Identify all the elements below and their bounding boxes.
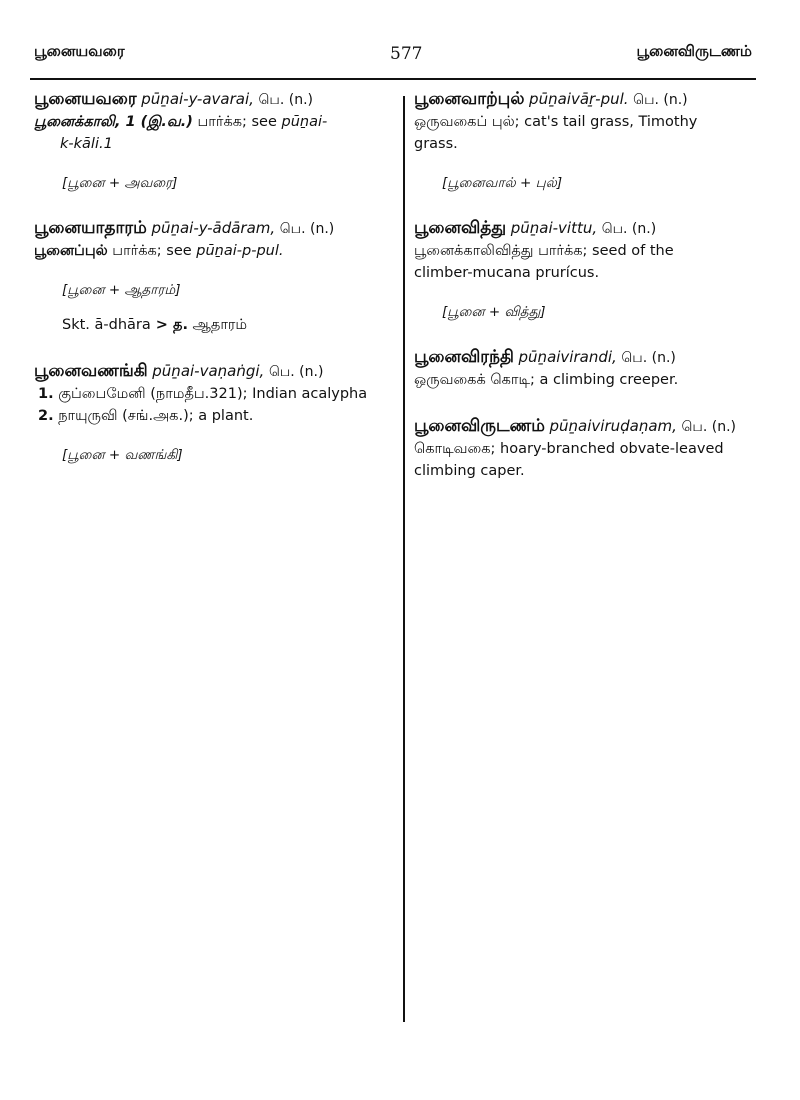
definition-line — [34, 133, 394, 155]
headword: பூனைவணங்கி — [34, 361, 148, 381]
etymology: [பூனை + வித்து] — [442, 304, 546, 320]
transliteration: pūṉaivirandi, — [518, 348, 617, 366]
page-number: 577 — [390, 44, 423, 64]
part-of-speech: பெ. (n.) — [279, 221, 335, 237]
cross-ref-tamil: பூனைப்புல் — [34, 243, 108, 259]
transliteration: pūṉai-y-avarai, — [141, 90, 254, 108]
sense-number: 2. — [38, 408, 54, 424]
definition-line: grass. — [414, 136, 458, 152]
dictionary-entry — [414, 217, 748, 322]
derivation-arrow: > — [150, 317, 173, 333]
dictionary-entry — [34, 217, 394, 336]
definition-line: ஒருவகைப் புல்; cat's tail grass, Timothy — [414, 114, 698, 130]
headword: பூனைவிரந்தி — [414, 347, 514, 367]
headword: பூனையவரை — [34, 89, 137, 109]
headword: பூனைவாற்புல் — [414, 89, 525, 109]
part-of-speech: பெ. (n.) — [268, 364, 324, 380]
etymology: [பூனை + ஆதாரம்] — [62, 282, 181, 298]
definition-line: climbing caper. — [414, 463, 525, 479]
dictionary-entry — [34, 88, 394, 193]
see-label: பார்க்க; see — [192, 114, 282, 130]
running-header-right: பூனைவிருடணம் — [636, 42, 752, 60]
headword: பூனையாதாரம் — [34, 218, 147, 238]
sense-list — [34, 383, 394, 427]
transliteration: pūṉai-vittu, — [510, 219, 598, 237]
sanskrit-origin — [62, 314, 394, 336]
part-of-speech: பெ. (n.) — [621, 350, 676, 366]
headword: பூனைவித்து — [414, 218, 507, 238]
column-divider — [403, 96, 405, 1022]
see-label: பார்க்க; see — [107, 243, 197, 259]
entry-heading — [414, 415, 748, 438]
transliteration: pūṉaiviruḍaṇam, — [549, 417, 677, 435]
sense-item — [38, 405, 394, 427]
etymology: [பூனை + அவரை] — [62, 175, 178, 191]
sanskrit-word: Skt. ā-dhāra — [62, 317, 151, 333]
sense-item — [38, 383, 394, 405]
headword: பூனைவிருடணம் — [414, 416, 545, 436]
transliteration: pūṉai-y-ādāram, — [151, 219, 276, 237]
cross-ref: pūṉai-p-pul. — [196, 243, 284, 259]
definition-line: ஒருவகைக் கொடி; a climbing creeper. — [414, 372, 679, 388]
dictionary-entry — [414, 415, 748, 482]
cross-ref: pūṉai- — [281, 114, 328, 130]
running-header-left: பூனையவரை — [34, 42, 125, 60]
definition-line — [34, 111, 394, 133]
etymology: [பூனை + வணங்கி] — [62, 447, 183, 463]
part-of-speech: பெ. (n.) — [258, 92, 313, 108]
part-of-speech: பெ. (n.) — [633, 92, 688, 108]
cross-ref-tamil: பூனைக்காலி, 1 (இ.வ.) — [34, 114, 193, 130]
dictionary-entry — [34, 360, 394, 465]
entry-heading — [414, 88, 748, 111]
dictionary-entry — [414, 346, 748, 391]
sense-text: நாயுருவி (சங்.அக.); a plant. — [53, 408, 254, 424]
part-of-speech: பெ. (n.) — [601, 221, 657, 237]
cross-ref: k-kāli.1 — [60, 136, 113, 152]
sense-text: குப்பைமேனி (நாமதீப.321); Indian acalypha — [53, 386, 368, 402]
sense-number: 1. — [38, 386, 54, 402]
definition-line — [34, 240, 394, 262]
left-column — [34, 88, 394, 489]
entry-heading — [34, 360, 394, 383]
header-rule — [30, 78, 756, 80]
definition-line: கொடிவகை; hoary-branched obvate-leaved — [414, 441, 724, 457]
entry-heading — [34, 88, 394, 111]
transliteration: pūṉai-vaṇaṅgi, — [152, 362, 265, 380]
definition-line: climber-mucana prurícus. — [414, 265, 600, 281]
definition-line: பூனைக்காலிவித்து பார்க்க; seed of the — [414, 243, 674, 259]
part-of-speech: பெ. (n.) — [681, 419, 736, 435]
entry-heading — [34, 217, 394, 240]
transliteration: pūṉaivāṟ-pul. — [529, 90, 629, 108]
language-marker: த. — [173, 317, 188, 333]
tamil-word: ஆதாரம் — [187, 317, 248, 333]
right-column — [414, 88, 748, 506]
entry-heading — [414, 217, 748, 240]
dictionary-entry — [414, 88, 748, 193]
entry-heading — [414, 346, 748, 369]
etymology: [பூனைவால் + புல்] — [442, 175, 563, 191]
